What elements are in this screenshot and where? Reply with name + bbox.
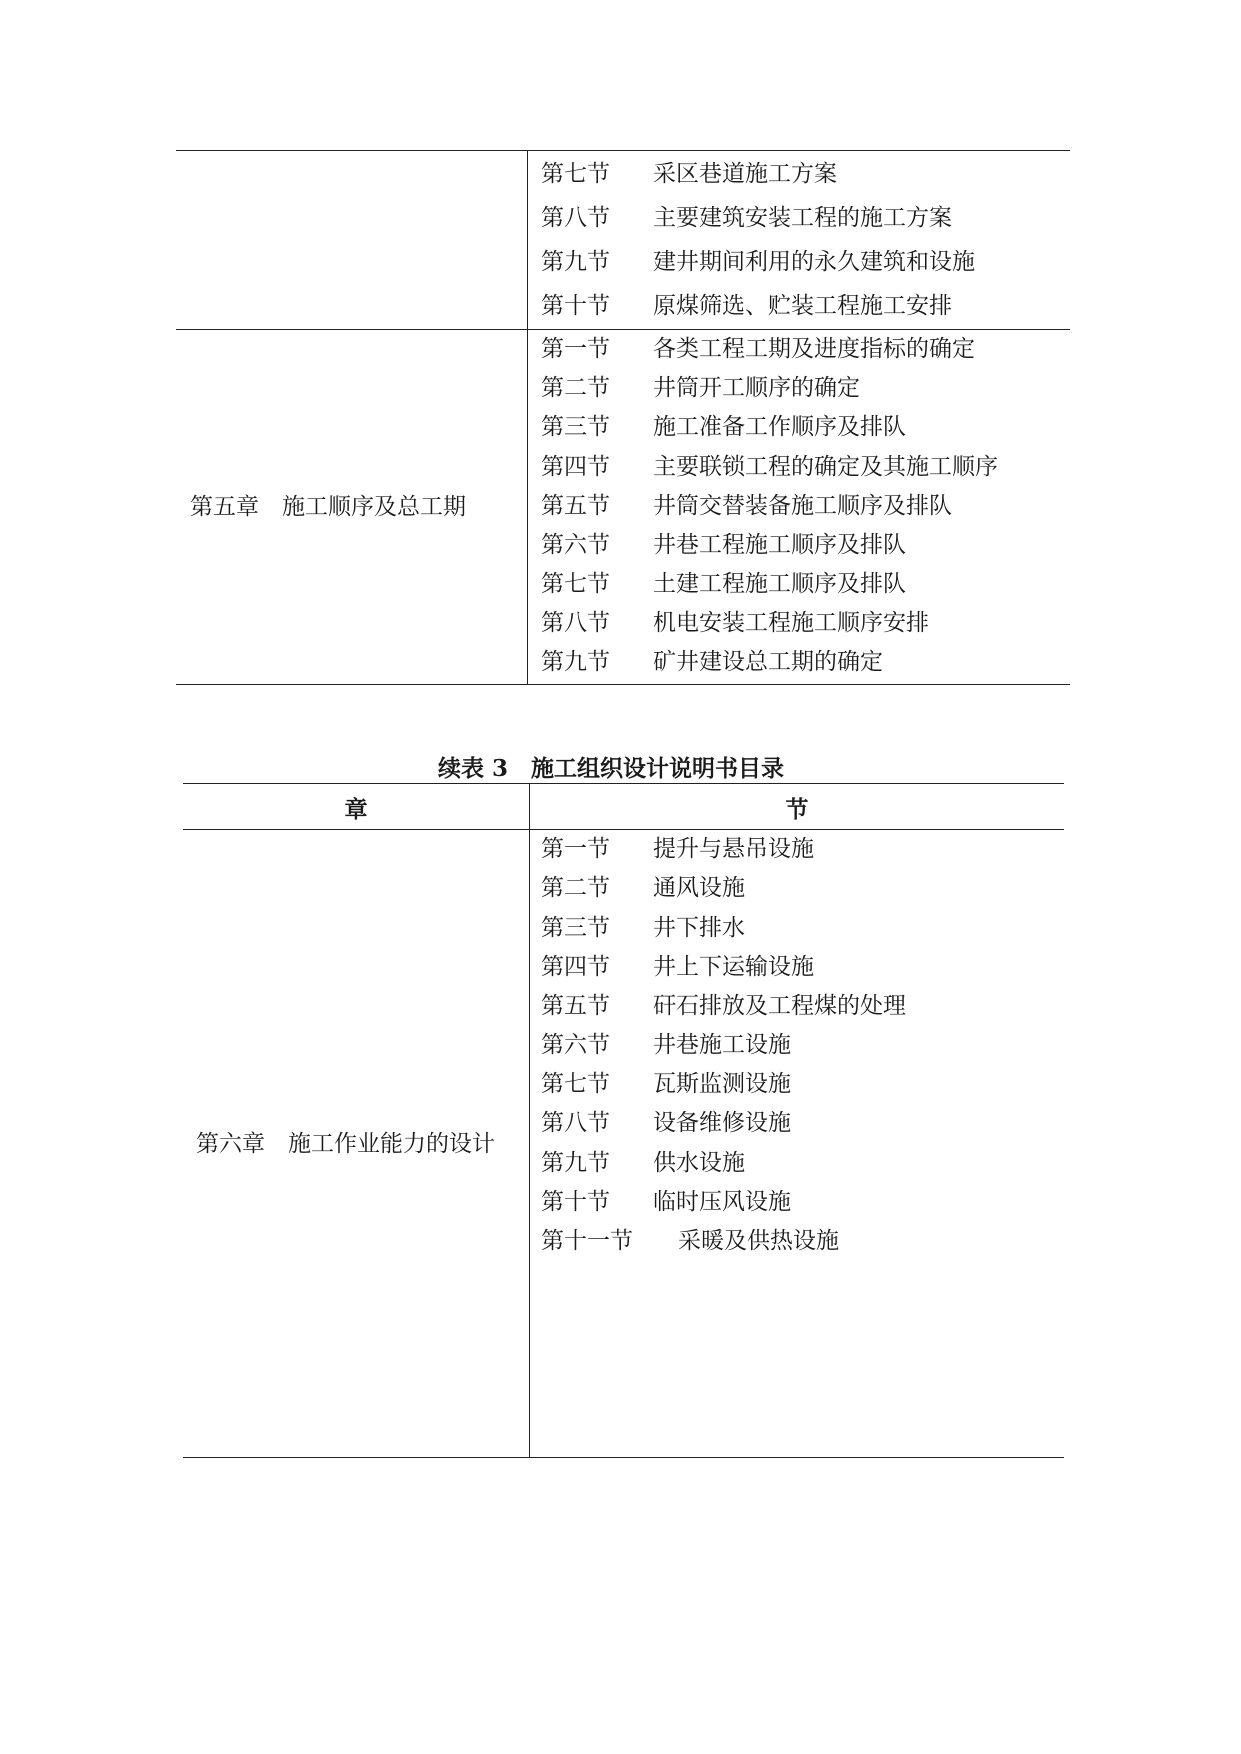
section-number: 第二节 (541, 375, 610, 401)
section-title: 井巷工程施工顺序及排队 (653, 532, 906, 558)
table-2-bottom-rule (183, 1457, 1064, 1458)
table-2-section-4 (541, 952, 814, 982)
section-number: 第二节 (541, 875, 610, 901)
section-number: 第一节 (541, 336, 610, 362)
section-number: 第四节 (541, 454, 610, 480)
table-2-section-1 (541, 834, 814, 864)
section-number: 第八节 (541, 205, 610, 231)
table-2-section-3 (541, 913, 745, 943)
section-number: 第三节 (541, 915, 610, 941)
table-1-group-2-section-5 (541, 491, 952, 521)
table-1-group-1-section-2 (541, 203, 952, 233)
section-title: 供水设施 (653, 1150, 745, 1176)
table-1-group-2-section-9 (541, 647, 883, 677)
table-1-group-2-section-7 (541, 569, 906, 599)
table-2-header-section: 节 (785, 796, 809, 823)
section-number: 第八节 (541, 1110, 610, 1136)
table-2-section-8 (541, 1108, 791, 1138)
section-number: 第七节 (541, 161, 610, 187)
table-2-caption: 续表 3 施工组织设计说明书目录 (438, 755, 785, 782)
section-number: 第六节 (541, 532, 610, 558)
section-number: 第九节 (541, 649, 610, 675)
section-title: 瓦斯监测设施 (653, 1071, 791, 1097)
section-number: 第一节 (541, 836, 610, 862)
table-2-section-2 (541, 873, 745, 903)
table-2-section-7 (541, 1069, 791, 1099)
section-title: 矸石排放及工程煤的处理 (653, 993, 906, 1019)
table-1-group-1-section-3 (541, 247, 975, 277)
section-title: 设备维修设施 (653, 1110, 791, 1136)
table-1-group-2-section-8 (541, 608, 929, 638)
section-title: 临时压风设施 (653, 1189, 791, 1215)
section-title: 井筒交替装备施工顺序及排队 (653, 493, 952, 519)
table-1-group-2-section-2 (541, 373, 860, 403)
table-1-group-2-section-1 (541, 334, 975, 364)
table-1-group-2-section-6 (541, 530, 906, 560)
table-2-section-11 (541, 1226, 839, 1256)
section-title: 主要建筑安装工程的施工方案 (653, 205, 952, 231)
section-title: 提升与悬吊设施 (653, 836, 814, 862)
table-2-section-9 (541, 1148, 745, 1178)
table-2-top-rule (183, 783, 1064, 784)
section-title: 土建工程施工顺序及排队 (653, 571, 906, 597)
section-title: 井巷施工设施 (653, 1032, 791, 1058)
section-number: 第七节 (541, 571, 610, 597)
section-title: 井上下运输设施 (653, 954, 814, 980)
section-number: 第九节 (541, 1150, 610, 1176)
section-number: 第四节 (541, 954, 610, 980)
table-2-section-5 (541, 991, 906, 1021)
section-number: 第六节 (541, 1032, 610, 1058)
table-1-chapter-5: 第五章 施工顺序及总工期 (190, 494, 466, 520)
table-1-group-2-section-4 (541, 452, 998, 482)
section-number: 第十节 (541, 293, 610, 319)
table-2-section-6 (541, 1030, 791, 1060)
section-title: 机电安装工程施工顺序安排 (653, 610, 929, 636)
section-title: 矿井建设总工期的确定 (653, 649, 883, 675)
section-title: 主要联锁工程的确定及其施工顺序 (653, 454, 998, 480)
section-title: 采区巷道施工方案 (653, 161, 837, 187)
section-title: 建井期间利用的永久建筑和设施 (653, 249, 975, 275)
table-1-column-divider (527, 150, 528, 685)
section-number: 第五节 (541, 493, 610, 519)
section-title: 井筒开工顺序的确定 (653, 375, 860, 401)
section-number: 第十一节 (541, 1228, 633, 1254)
table-2-column-divider (529, 783, 530, 1458)
section-title: 井下排水 (653, 915, 745, 941)
section-title: 施工准备工作顺序及排队 (653, 414, 906, 440)
section-number: 第七节 (541, 1071, 610, 1097)
section-number: 第三节 (541, 414, 610, 440)
section-number: 第八节 (541, 610, 610, 636)
section-title: 采暖及供热设施 (678, 1228, 839, 1254)
table-2-header-chapter: 章 (344, 796, 368, 823)
table-1-group-1-section-4 (541, 291, 952, 321)
table-1-row-divider (176, 329, 1070, 330)
table-1-bottom-rule (176, 684, 1070, 685)
section-title: 通风设施 (653, 875, 745, 901)
section-number: 第九节 (541, 249, 610, 275)
table-2-chapter-6: 第六章 施工作业能力的设计 (196, 1131, 495, 1157)
section-title: 原煤筛选、贮装工程施工安排 (653, 293, 952, 319)
section-number: 第五节 (541, 993, 610, 1019)
section-number: 第十节 (541, 1189, 610, 1215)
section-title: 各类工程工期及进度指标的确定 (653, 336, 975, 362)
table-1-group-1-section-1 (541, 159, 837, 189)
table-1-group-2-section-3 (541, 412, 906, 442)
table-2-header-rule (183, 829, 1064, 830)
table-1-top-rule (176, 150, 1070, 151)
table-2-section-10 (541, 1187, 791, 1217)
